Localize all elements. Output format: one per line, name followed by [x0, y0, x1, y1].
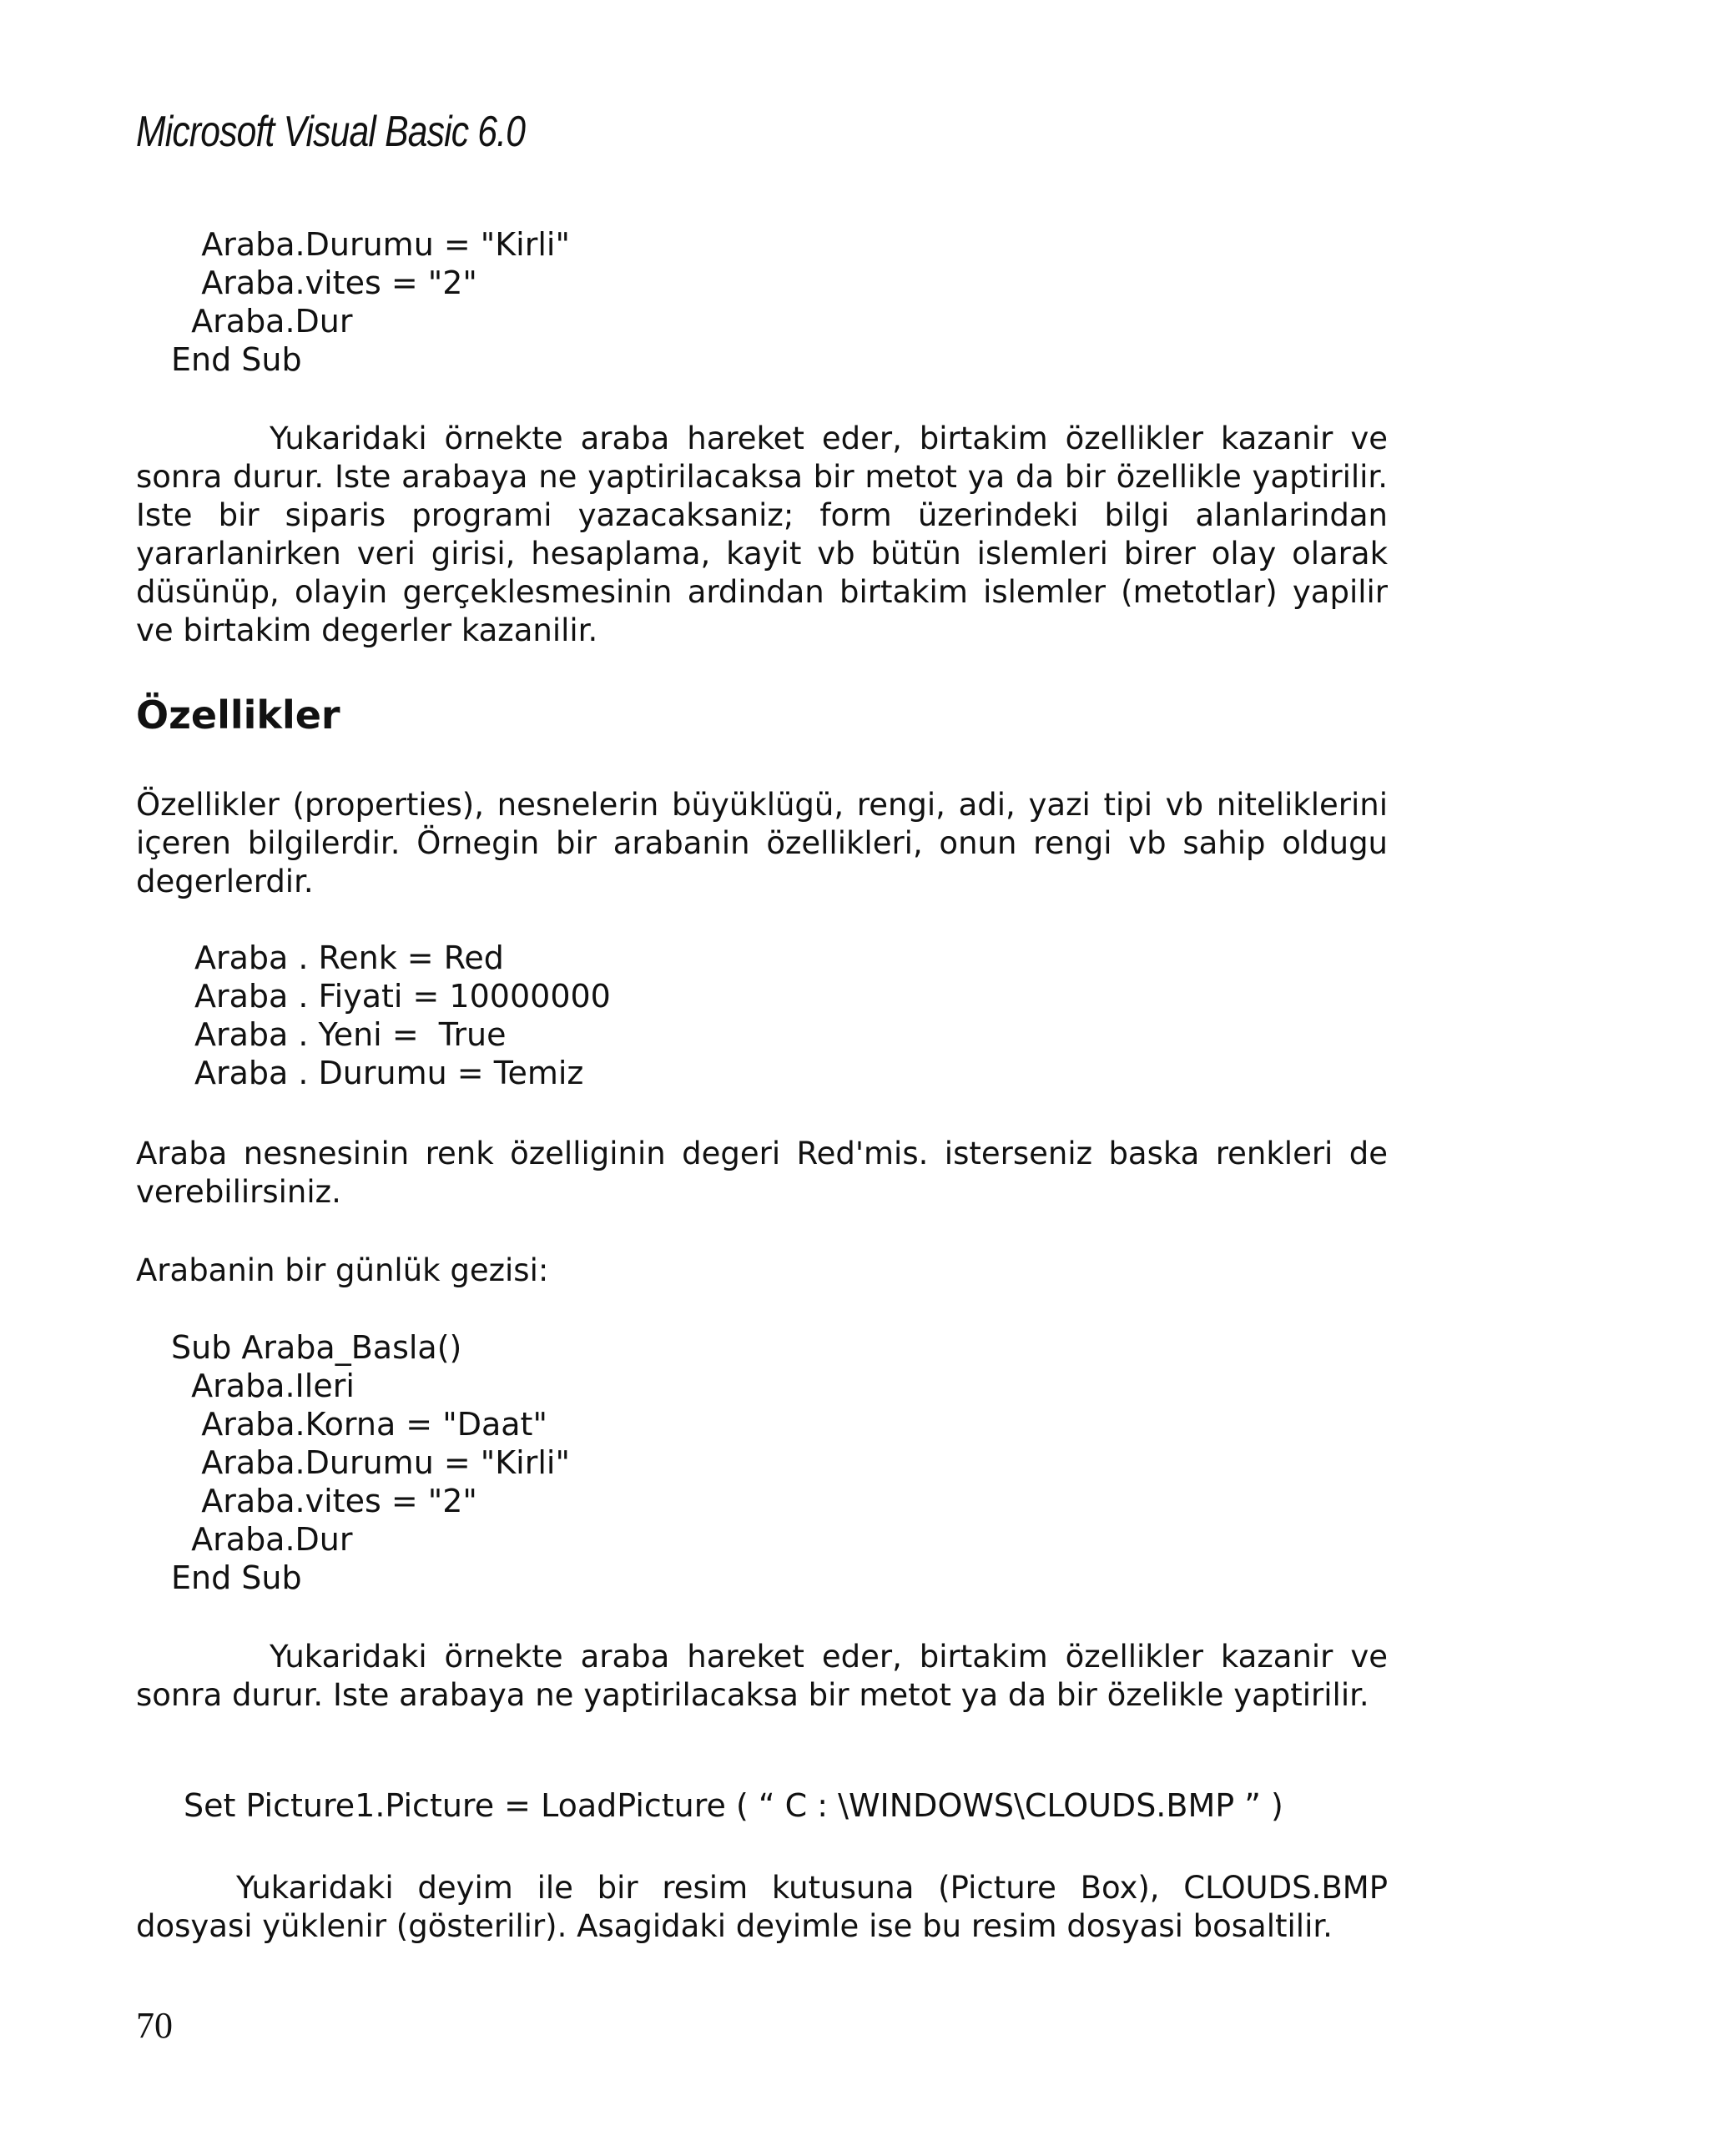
code-line: Sub Araba_Basla() [171, 1329, 462, 1366]
code-line: End Sub [171, 341, 302, 378]
running-header: Microsoft Visual Basic 6.0 [136, 108, 526, 156]
paragraph-6: Yukaridaki deyim ile bir resim kutusuna (Picture Box), CLOUDS.BMP dosyasi yüklenir (gösterilir). Asagidaki deyimle ise bu resim dosyasi bosaltilir. [136, 1870, 1388, 1944]
code-line: Araba . Renk = Red [194, 939, 504, 976]
code-line: Araba . Durumu = Temiz [194, 1055, 584, 1091]
code-line: End Sub [171, 1559, 302, 1596]
paragraph-1: Yukaridaki örnekte araba hareket eder, birtakim özellikler kazanir ve sonra durur. Iste arabaya ne yaptirilacaksa bir metot ya da bir özellikle yaptirilir. Iste bir siparis programi yazacaksaniz; form üzerindeki bilgi alanlarindan yararlanirken veri girisi, hesaplama, kayit vb bütün islemleri birer olay olarak düsünüp, olayin gerçeklesmesinin ardindan birtakim islemler (metotlar) yapilir ve birtakim degerler kazanilir. [136, 421, 1388, 648]
paragraph-5: Yukaridaki örnekte araba hareket eder, birtakim özellikler kazanir ve sonra durur. Iste arabaya ne yaptirilacaksa bir metot ya da bir özelikle yaptirilir. [136, 1639, 1388, 1713]
paragraph-4: Arabanin bir günlük gezisi: [136, 1252, 549, 1288]
code-line-loadpicture: Set Picture1.Picture = LoadPicture ( “ C : \WINDOWS\CLOUDS.BMP ” ) [184, 1787, 1283, 1824]
code-block-2 [194, 939, 611, 1092]
paragraph-2: Özellikler (properties), nesnelerin büyüklügü, rengi, adi, yazi tipi vb niteliklerini içeren bilgilerdir. Örnegin bir arabanin özellikleri, onun rengi vb sahip oldugu degerlerdir. [136, 787, 1388, 899]
code-line: Araba.Durumu = "Kirli" [171, 226, 570, 263]
paragraph-3: Araba nesnesinin renk özelliginin degeri Red'mis. isterseniz baska renkleri de verebilirsiniz. [136, 1136, 1388, 1210]
code-line: Araba . Yeni = True [194, 1016, 507, 1053]
code-line: Araba.Ileri [171, 1368, 355, 1404]
code-line: Araba . Fiyati = 10000000 [194, 978, 611, 1015]
code-line: Araba.Korna = "Daat" [171, 1406, 547, 1443]
section-heading: Özellikler [136, 693, 340, 738]
code-line: Araba.Dur [171, 1521, 353, 1558]
code-line: Araba.vites = "2" [171, 264, 477, 301]
page-number: 70 [136, 2005, 173, 2046]
code-line: Araba.Durumu = "Kirli" [171, 1444, 570, 1481]
code-line: Araba.Dur [171, 303, 353, 340]
code-line: Araba.vites = "2" [171, 1483, 477, 1519]
code-block-3 [171, 1328, 570, 1597]
code-block-1 [171, 225, 570, 379]
